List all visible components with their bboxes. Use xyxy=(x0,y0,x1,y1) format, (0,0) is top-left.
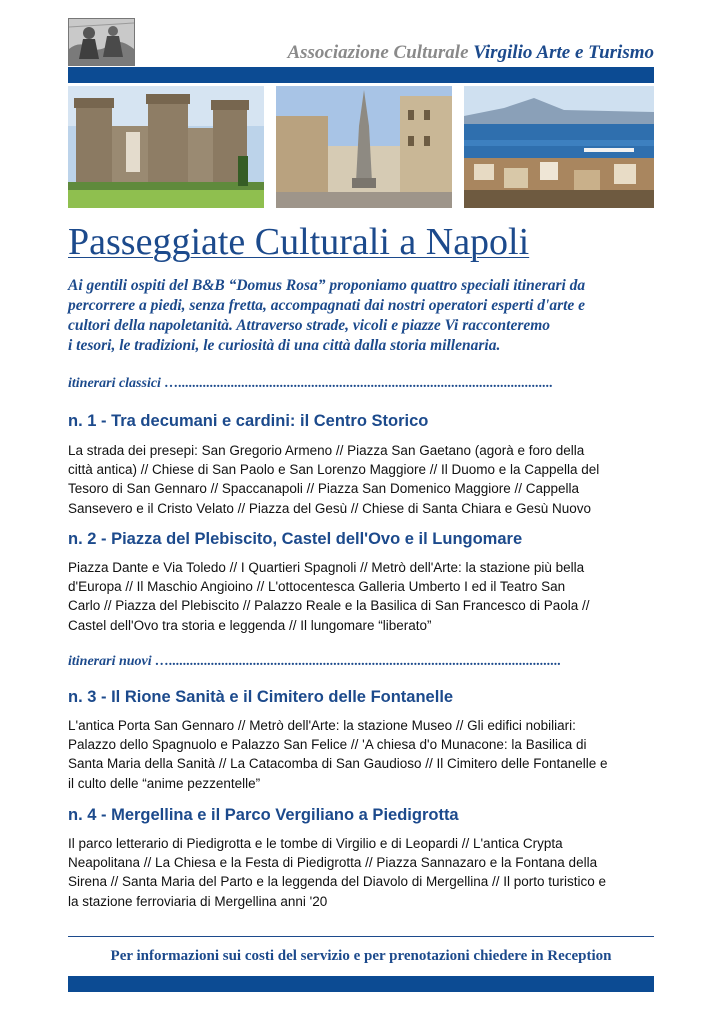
itinerary-line: città antica) // Chiese di San Paolo e San Lorenzo Maggiore // Il Duomo e la Cappella del xyxy=(68,462,600,478)
itinerary-1-description xyxy=(68,441,660,518)
association-title xyxy=(287,42,654,64)
itinerary-line: Sansevero e il Cristo Velato // Piazza del Gesù // Chiese di Santa Chiara e Gesù Nuovo xyxy=(68,500,592,516)
footer-bar xyxy=(68,976,654,992)
section-label-new: itinerari nuovi …................................................................................................................ xyxy=(68,654,562,669)
bay-of-naples-photo xyxy=(464,86,654,208)
intro-line: percorrere a piedi, senza fretta, accompagnati dai nostri operatori esperti d'arte e xyxy=(68,297,586,314)
itinerary-line: Tesoro di San Gennaro // Spaccanapoli // Piazza San Domenico Maggiore // Cappella xyxy=(68,481,580,497)
association-prefix: Associazione Culturale xyxy=(287,42,469,63)
itinerary-line: la stazione ferroviaria di Mergellina anni '20 xyxy=(68,893,328,909)
section-label-classic: itinerari classici …........................................................................................................... xyxy=(68,376,553,391)
footer-divider xyxy=(68,936,654,937)
itinerary-line: Santa Maria della Sanità // La Catacomba di San Gaudioso // Il Cimitero delle Fontanelle e xyxy=(68,756,608,772)
itinerary-line: il culto delle “anime pezzentelle” xyxy=(68,775,261,791)
itinerary-line: Carlo // Piazza del Plebiscito // Palazzo Reale e la Basilica di San Francesco di Paola // xyxy=(68,598,590,614)
intro-line: i tesori, le tradizioni, le curiosità di una città dalla storia millenaria. xyxy=(68,337,501,354)
itinerary-line: Sirena // Santa Maria del Parto e la leggenda del Diavolo di Mergellina // Il porto turistico e xyxy=(68,874,607,890)
association-name: Virgilio Arte e Turismo xyxy=(473,42,654,63)
itinerary-3-description xyxy=(68,716,660,793)
itinerary-3-title: n. 3 - Il Rione Sanità e il Cimitero delle Fontanelle xyxy=(68,688,454,706)
itinerary-line: La strada dei presepi: San Gregorio Armeno // Piazza San Gaetano (agorà e foro della xyxy=(68,443,585,458)
itinerary-2-description xyxy=(68,558,660,635)
piazza-obelisk-photo xyxy=(276,86,452,208)
header-bar xyxy=(68,67,654,83)
intro-paragraph xyxy=(68,276,658,356)
page-title: Passeggiate Culturali a Napoli xyxy=(68,221,530,263)
itinerary-4-description xyxy=(68,834,660,911)
itinerary-line: Piazza Dante e Via Toledo // I Quartieri Spagnoli // Metrò dell'Arte: la stazione più bella xyxy=(68,560,585,575)
itinerary-line: L'antica Porta San Gennaro // Metrò dell'Arte: la stazione Museo // Gli edifici nobiliari: xyxy=(68,718,576,733)
intro-line: Ai gentili ospiti del B&B “Domus Rosa” proponiamo quattro speciali itinerari da xyxy=(68,277,586,294)
castle-photo xyxy=(68,86,264,208)
intro-line: cultori della napoletanità. Attraverso strade, vicoli e piazze Vi racconteremo xyxy=(68,317,551,334)
itinerary-line: Castel dell'Ovo tra storia e leggenda // Il lungomare “liberato” xyxy=(68,617,432,633)
logo-engraving-image xyxy=(68,18,135,66)
itinerary-1-title: n. 1 - Tra decumani e cardini: il Centro Storico xyxy=(68,412,429,430)
itinerary-line: Palazzo dello Spagnuolo e Palazzo San Felice // 'A chiesa d'o Munacone: la Basilica di xyxy=(68,737,587,753)
itinerary-line: Neapolitana // La Chiesa e la Festa di Piedigrotta // Piazza Sannazaro e la Fontana della xyxy=(68,855,598,871)
footer-note: Per informazioni sui costi del servizio e per prenotazioni chiedere in Reception xyxy=(110,948,612,964)
itinerary-line: Il parco letterario di Piedigrotta e le tombe di Virgilio e di Leopardi // L'antica Crypta xyxy=(68,836,563,851)
itinerary-4-title: n. 4 - Mergellina e il Parco Vergiliano a Piedigrotta xyxy=(68,806,459,824)
itinerary-line: d'Europa // Il Maschio Angioino // L'ottocentesca Galleria Umberto I ed il Teatro San xyxy=(68,579,566,595)
itinerary-2-title: n. 2 - Piazza del Plebiscito, Castel dell'Ovo e il Lungomare xyxy=(68,530,523,548)
